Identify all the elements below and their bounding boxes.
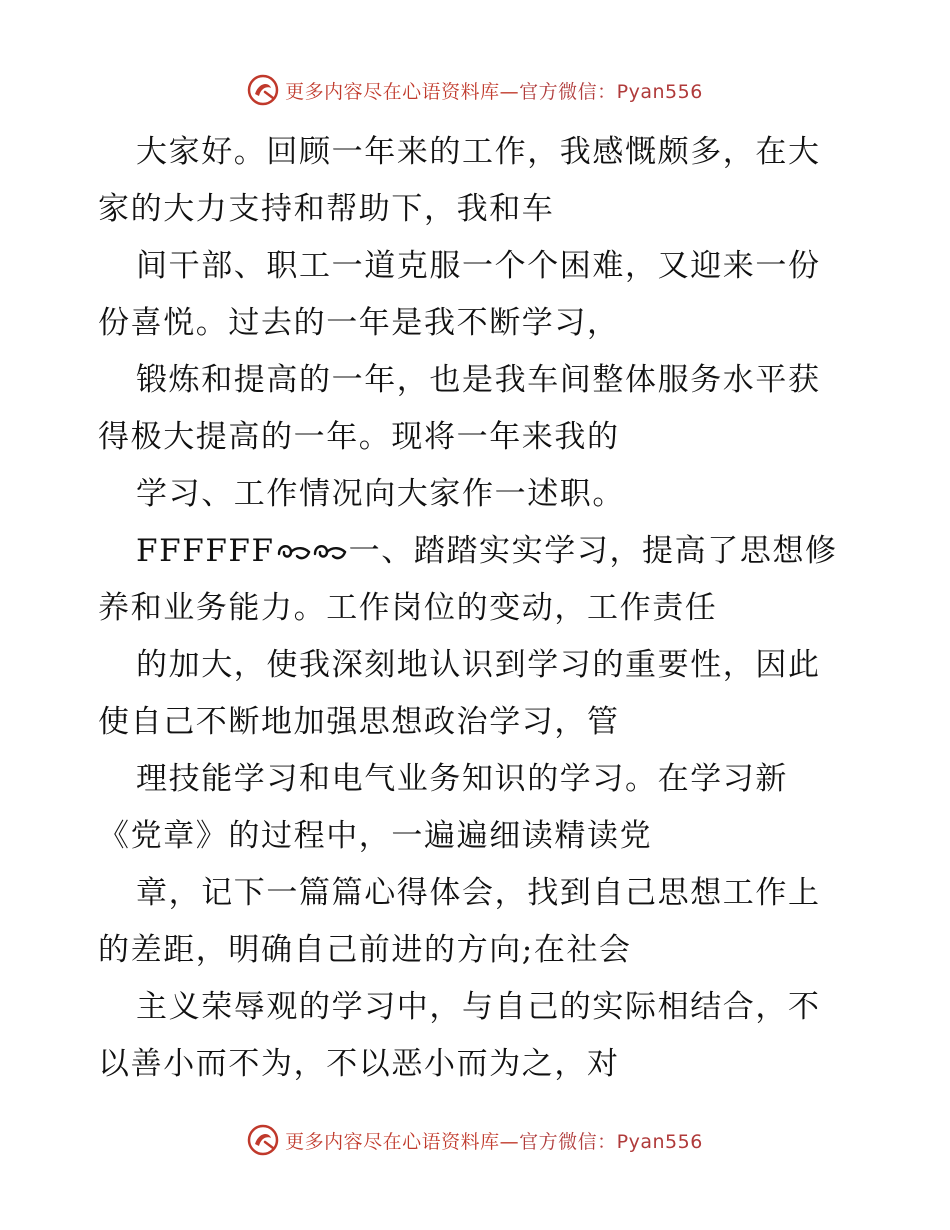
banner-main: 更多内容尽在心语资料库 [285, 1130, 500, 1153]
paragraph-line: 份喜悦。过去的一年是我不断学习， [98, 305, 620, 341]
banner-text [285, 77, 703, 104]
banner-dash: — [499, 1130, 520, 1153]
banner-text [285, 1127, 703, 1154]
paragraph-line: 以善小而不为，不以恶小而为之，对 [98, 1046, 620, 1082]
paragraph-line: 大家好。回顾一年来的工作，我感慨颇多，在大 [136, 134, 821, 170]
banner-dash: — [499, 80, 520, 103]
paragraph [98, 865, 858, 979]
paragraph [98, 352, 858, 466]
paragraph [98, 124, 858, 238]
ornament-prefix-text: FFFFFF [136, 533, 275, 569]
paragraph-line: 章，记下一篇篇心得体会，找到自己思想工作上 [136, 875, 821, 911]
red-swirl-logo-icon [247, 74, 279, 106]
document-body [98, 124, 858, 1093]
paragraph-line: 的加大，使我深刻地认识到学习的重要性，因此 [136, 647, 821, 683]
paragraph [98, 979, 858, 1093]
footer-banner [0, 1120, 950, 1160]
paragraph-line: 间干部、职工一道克服一个个困难，又迎来一份 [136, 248, 821, 284]
header-banner [0, 70, 950, 110]
paragraph-line: 的差距，明确自己前进的方向;在社会 [98, 932, 632, 968]
fleuron-ornament-icon [275, 536, 349, 564]
paragraph-line: 一、踏踏实实学习，提高了思想修 [348, 533, 838, 569]
paragraph-line: 锻炼和提高的一年，也是我车间整体服务水平获 [136, 362, 821, 398]
paragraph [98, 466, 858, 523]
paragraph-line: 养和业务能力。工作岗位的变动，工作责任 [98, 590, 718, 626]
paragraph-line: 得极大提高的一年。现将一年来我的 [98, 419, 620, 455]
banner-wechat: 官方微信：Pyan556 [519, 80, 703, 103]
paragraph-line: 学习、工作情况向大家作一述职。 [136, 476, 625, 512]
paragraph-line: 家的大力支持和帮助下，我和车 [98, 191, 555, 227]
banner-main: 更多内容尽在心语资料库 [285, 80, 500, 103]
paragraph [98, 637, 858, 751]
paragraph-line: 理技能学习和电气业务知识的学习。在学习新 [136, 761, 788, 797]
paragraph-line: 《党章》的过程中，一遍遍细读精读党 [98, 818, 653, 854]
paragraph-line: 使自己不断地加强思想政治学习，管 [98, 704, 620, 740]
paragraph [98, 238, 858, 352]
banner-wechat: 官方微信：Pyan556 [519, 1130, 703, 1153]
red-swirl-logo-icon [247, 1124, 279, 1156]
paragraph-line-with-ornament [98, 523, 858, 580]
paragraph [98, 751, 858, 865]
paragraph [98, 523, 858, 637]
paragraph-line: 主义荣辱观的学习中，与自己的实际相结合，不 [136, 989, 821, 1025]
